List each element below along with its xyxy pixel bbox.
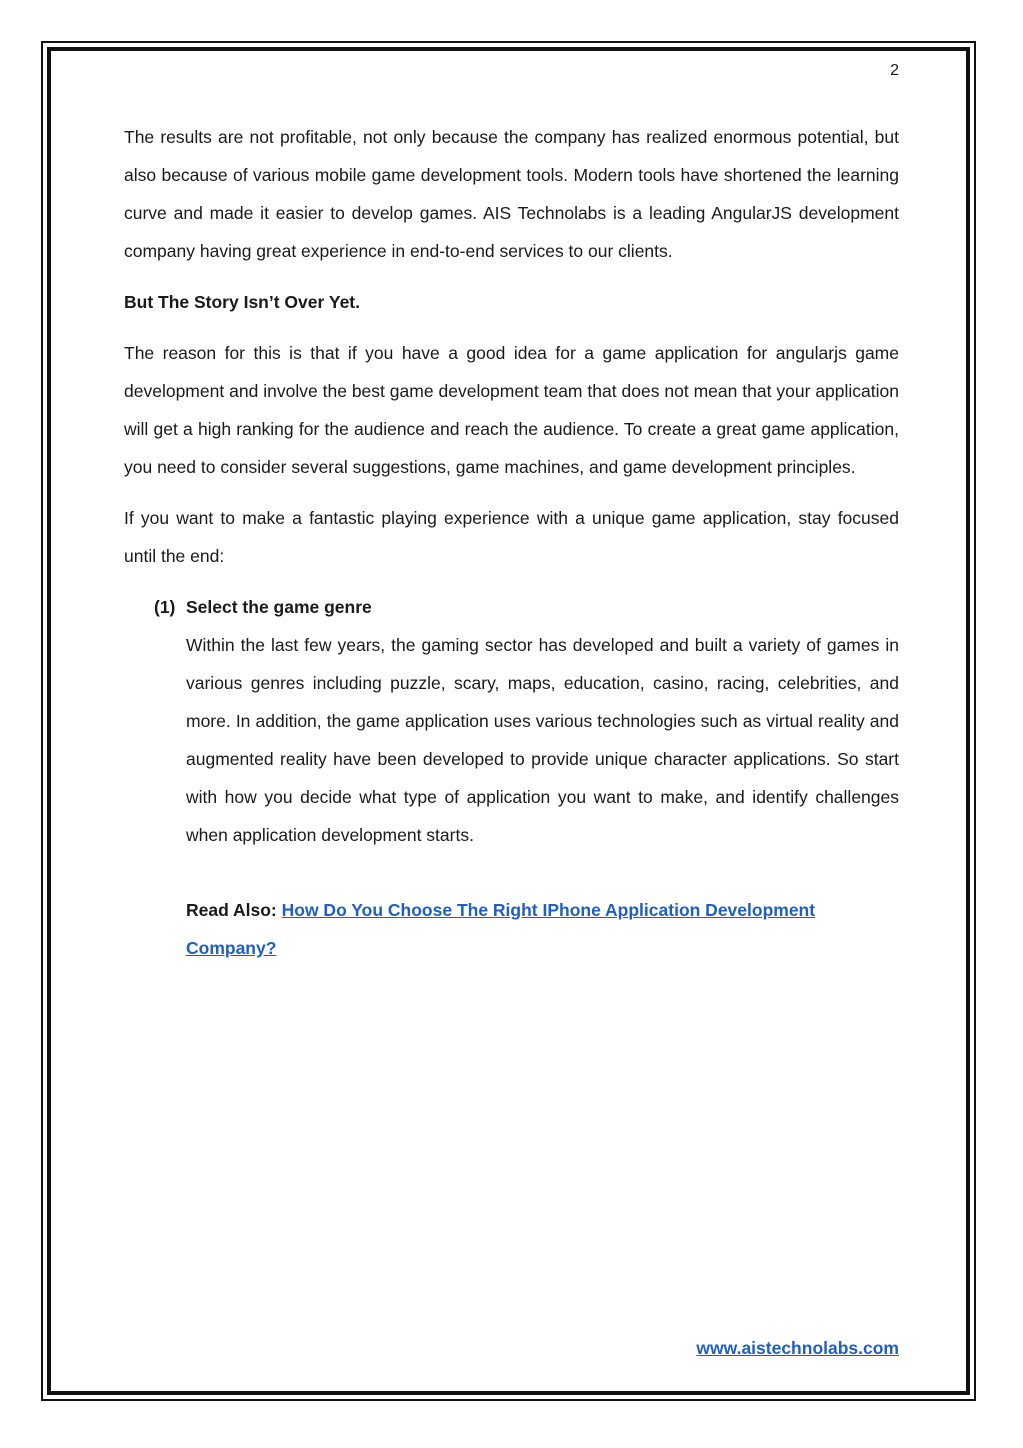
intro-paragraph: The results are not profitable, not only because the company has realized enormous potential, but also because of various mobile game development tools. Modern tools have shortened the learning curve and made it easier to develop games. AIS Technolabs is a leading AngularJS development company having great experience in end-to-end services to our clients. [124,127,899,261]
list-item-body: Within the last few years, the gaming sector has developed and built a variety of games in various genres including puzzle, scary, maps, education, casino, racing, celebrities, and more. In addition, the game application uses various technologies such as virtual reality and augmented reality have been developed to provide unique character applications. So start with how you decide what type of application you want to make, and identify challenges when application development starts. [186,635,899,845]
list-item-title: Select the game genre [186,597,372,617]
list-item [124,588,899,854]
read-also [186,891,899,967]
focus-paragraph: If you want to make a fantastic playing experience with a unique game application, stay focused until the end: [124,508,899,566]
page-number: 2 [890,62,899,79]
list-item-number: (1) [154,597,176,617]
footer-website-link[interactable]: www.aistechnolabs.com [696,1338,899,1358]
document-body [124,118,899,967]
section-heading: But The Story Isn’t Over Yet. [124,292,360,312]
reason-paragraph: The reason for this is that if you have a good idea for a game application for angularjs game development and involve the best game development team that does not mean that your application will get a high ranking for the audience and reach the audience. To create a great game application, you need to consider several suggestions, game machines, and game development principles. [124,343,899,477]
read-also-label: Read Also: [186,900,282,920]
list-item-heading [154,588,899,626]
read-also-link[interactable]: How Do You Choose The Right IPhone Application Development Company? [186,900,816,958]
